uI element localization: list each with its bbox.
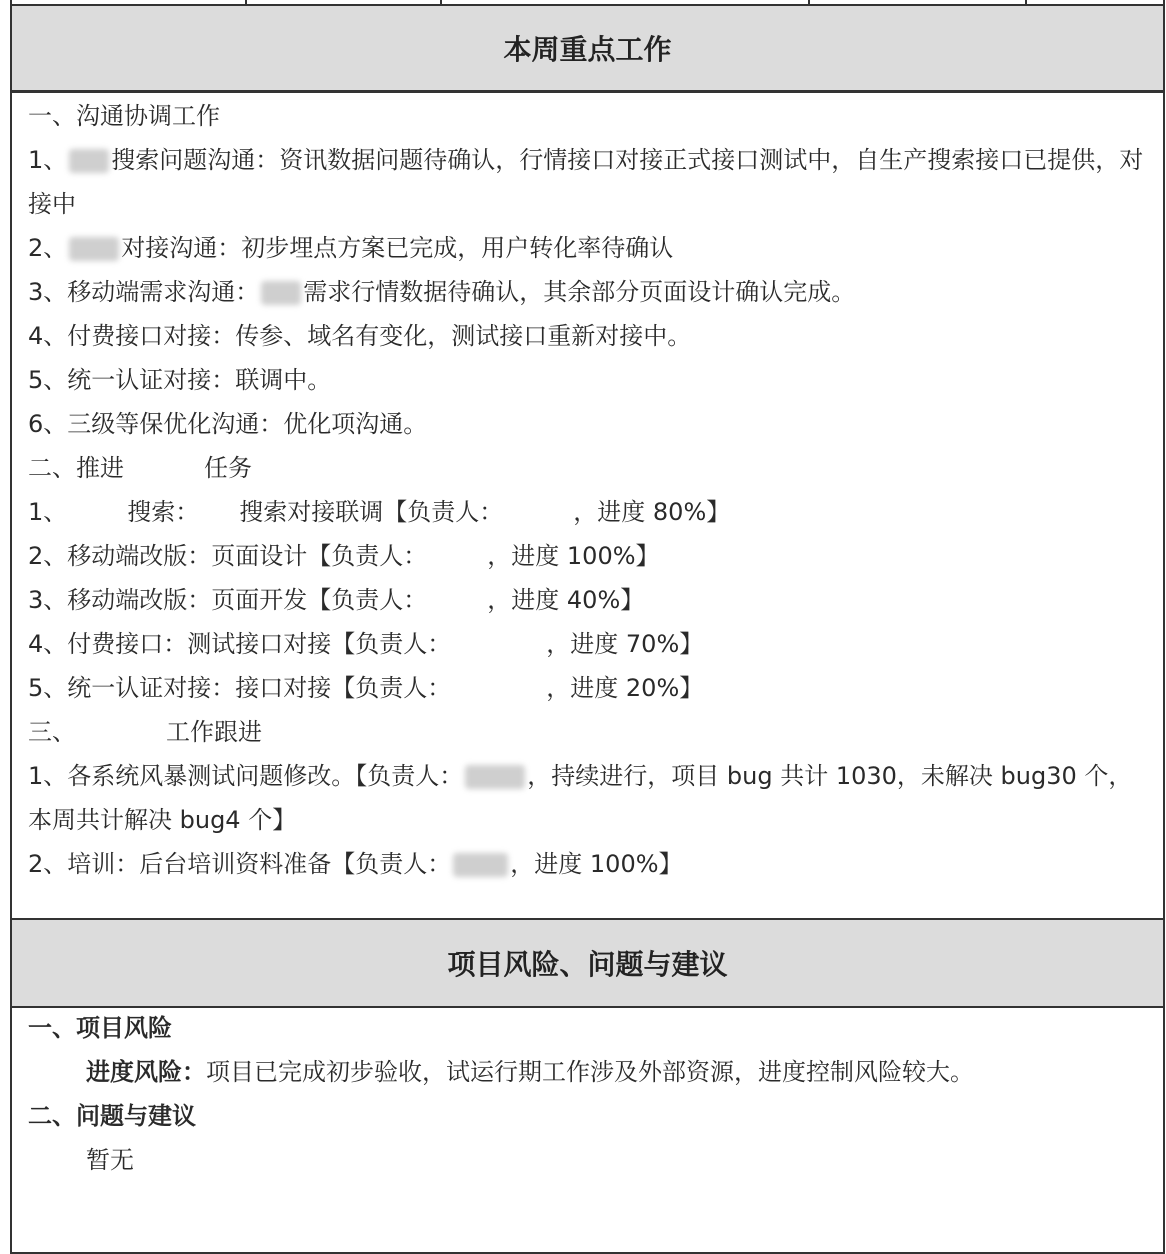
line-text: ，进度 20%】 bbox=[546, 674, 704, 702]
line-text: ，进度 40%】 bbox=[487, 586, 645, 614]
risks-content bbox=[28, 1006, 1153, 1182]
issue-heading: 二、问题与建议 bbox=[28, 1102, 196, 1130]
line-text: 搜索问题沟通：资讯数据问题待确认，行情接口对接正式接口测试中，自生产搜索接口已提供，对接中 bbox=[28, 146, 1144, 218]
risk-text: 项目已完成初步验收，试运行期工作涉及外部资源，进度控制风险较大。 bbox=[206, 1058, 974, 1086]
line-text: 任务 bbox=[204, 454, 252, 482]
line-text: ，持续进行，项目 bug 共计 1030，未解决 bug30 个，本周共计解决 bug4 个】 bbox=[28, 762, 1133, 834]
content-line bbox=[28, 622, 1153, 666]
line-text: 搜索对接联调【负责人： bbox=[239, 498, 504, 526]
line-text: 1、 bbox=[28, 146, 68, 174]
line-text: 1、 bbox=[28, 498, 68, 526]
content-line bbox=[28, 710, 1153, 754]
issue-text: 暂无 bbox=[86, 1146, 134, 1174]
redacted-block bbox=[69, 149, 109, 173]
risk-item bbox=[28, 1050, 1153, 1094]
line-text: ，进度 100%】 bbox=[510, 850, 683, 878]
line-text: ，进度 100%】 bbox=[487, 542, 660, 570]
risk-label: 进度风险： bbox=[86, 1058, 206, 1086]
section-header-risks: 项目风险、问题与建议 bbox=[12, 918, 1163, 1008]
line-text: 4、付费接口对接：传参、域名有变化，测试接口重新对接中。 bbox=[28, 322, 692, 350]
content-line bbox=[28, 358, 1153, 402]
line-text: 对接沟通：初步埋点方案已完成，用户转化率待确认 bbox=[121, 234, 674, 262]
line-text: 2、 bbox=[28, 234, 68, 262]
line-text: 搜索： bbox=[127, 498, 200, 526]
redacted-block bbox=[465, 765, 525, 789]
line-text: 2、移动端改版：页面设计【负责人： bbox=[28, 542, 428, 570]
content-line bbox=[28, 534, 1153, 578]
line-text: 5、统一认证对接：接口对接【负责人： bbox=[28, 674, 452, 702]
line-text: 需求行情数据待确认，其余部分页面设计确认完成。 bbox=[303, 278, 856, 306]
line-text: 一、沟通协调工作 bbox=[28, 102, 220, 130]
redacted-block bbox=[453, 853, 508, 877]
line-text: 4、付费接口：测试接口对接【负责人： bbox=[28, 630, 452, 658]
weekly-work-content bbox=[28, 94, 1153, 886]
content-line bbox=[28, 270, 1153, 314]
section-header-weekly-work: 本周重点工作 bbox=[12, 6, 1163, 93]
weekly-report-table bbox=[10, 4, 1165, 1254]
line-text: 6、三级等保优化沟通：优化项沟通。 bbox=[28, 410, 428, 438]
line-text: 二、推进 bbox=[28, 454, 124, 482]
line-text: 1、各系统风暴测试问题修改。【负责人： bbox=[28, 762, 464, 790]
content-line bbox=[28, 226, 1153, 270]
content-line bbox=[28, 666, 1153, 710]
line-text: 工作跟进 bbox=[166, 718, 262, 746]
content-line bbox=[28, 754, 1153, 842]
redacted-block bbox=[69, 237, 119, 261]
risk-heading: 一、项目风险 bbox=[28, 1014, 172, 1042]
line-text: 5、统一认证对接：联调中。 bbox=[28, 366, 332, 394]
content-line bbox=[28, 842, 1153, 886]
line-text: ，进度 80%】 bbox=[573, 498, 731, 526]
content-line bbox=[28, 138, 1153, 226]
line-text: 2、培训：后台培训资料准备【负责人： bbox=[28, 850, 452, 878]
content-line bbox=[28, 402, 1153, 446]
content-line bbox=[28, 578, 1153, 622]
content-line bbox=[28, 446, 1153, 490]
line-text: 3、移动端需求沟通： bbox=[28, 278, 260, 306]
redacted-block bbox=[261, 281, 301, 305]
line-text: 三、 bbox=[28, 718, 76, 746]
content-line bbox=[28, 94, 1153, 138]
content-line bbox=[28, 314, 1153, 358]
line-text: 3、移动端改版：页面开发【负责人： bbox=[28, 586, 428, 614]
line-text: ，进度 70%】 bbox=[546, 630, 704, 658]
content-line bbox=[28, 490, 1153, 534]
